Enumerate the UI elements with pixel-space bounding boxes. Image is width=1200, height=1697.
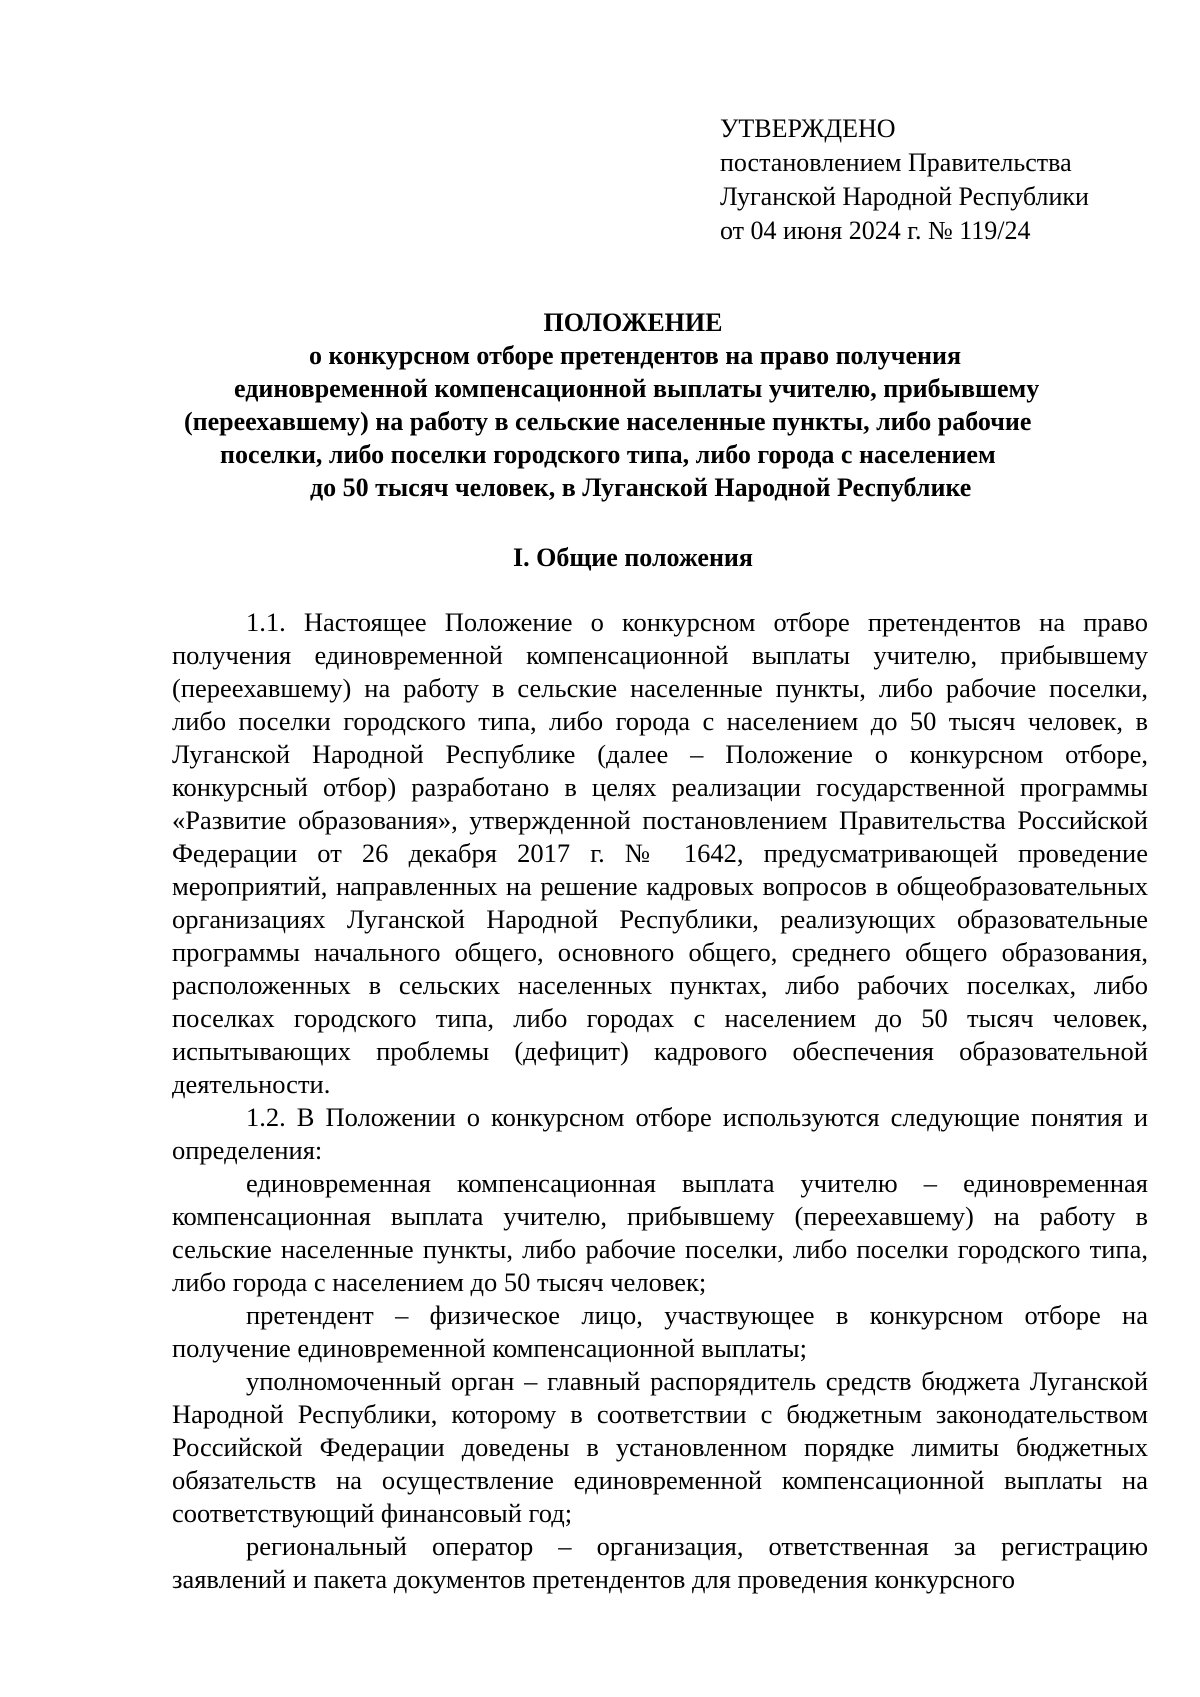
title-line: единовременной компенсационной выплаты учителю, прибывшему xyxy=(234,374,1040,403)
title-line: поселки, либо поселки городского типа, либо города с населением xyxy=(220,440,996,469)
approval-stamp xyxy=(720,112,1160,248)
document-body xyxy=(172,606,1148,1596)
paragraph: претендент – физическое лицо, участвующее в конкурсном отборе на получение единовременной компенсационной выплаты; xyxy=(172,1300,1148,1363)
approval-government: Луганской Народной Республики xyxy=(720,182,1089,211)
section-heading: I. Общие положения xyxy=(513,543,753,572)
paragraph: 1.2. В Положении о конкурсном отборе используются следующие понятия и определения: xyxy=(172,1102,1148,1165)
title-line: (переехавшему) на работу в сельские населенные пункты, либо рабочие xyxy=(184,407,1032,436)
approval-date-number: от 04 июня 2024 г. № 119/24 xyxy=(720,216,1031,245)
paragraph: региональный оператор – организация, ответственная за регистрацию заявлений и пакета документов претендентов для проведения конкурсного xyxy=(172,1531,1148,1594)
paragraph: 1.1. Настоящее Положение о конкурсном отборе претендентов на право получения единовременной компенсационной выплаты учителю, прибывшему (переехавшему) на работу в сельские населенные пункты, либо рабочие поселки, либо поселки городского типа, либо города с населением до 50 тысяч человек, в Луганской Народной Республике (далее – Положение о конкурсном отборе, конкурсный отбор) разработано в целях реализации государственной программы «Развитие образования», утвержденной постановлением Правительства Российской Федерации от 26 декабря 2017 г. № 1642, предусматривающей проведение мероприятий, направленных на решение кадровых вопросов в общеобразовательных организациях Луганской Народной Республики, реализующих образовательные программы начального общего, основного общего, среднего общего образования, расположенных в сельских населенных пунктах, либо рабочих поселках, либо поселках городского типа, либо городах с населением до 50 тысяч человек, испытывающих проблемы (дефицит) кадрового обеспечения образовательной деятельности. xyxy=(172,607,1148,1099)
title-heading: ПОЛОЖЕНИЕ xyxy=(543,308,723,337)
paragraph: единовременная компенсационная выплата учителю – единовременная компенсационная выплата учителю, прибывшему (переехавшему) на работу в сельские населенные пункты, либо рабочие поселки, либо поселки городского типа, либо города с населением до 50 тысяч человек; xyxy=(172,1168,1148,1297)
approval-authority: постановлением Правительства xyxy=(720,148,1072,177)
title-line: до 50 тысяч человек, в Луганской Народной Республике xyxy=(310,473,972,502)
paragraph: уполномоченный орган – главный распорядитель средств бюджета Луганской Народной Республики, которому в соответствии с бюджетным законодательством Российской Федерации доведены в установленном порядке лимиты бюджетных обязательств на осуществление единовременной компенсационной выплаты на соответствующий финансовый год; xyxy=(172,1366,1148,1528)
document-title xyxy=(172,306,1094,504)
approval-status: УТВЕРЖДЕНО xyxy=(720,114,896,143)
title-line: о конкурсном отборе претендентов на право получения xyxy=(309,341,962,370)
